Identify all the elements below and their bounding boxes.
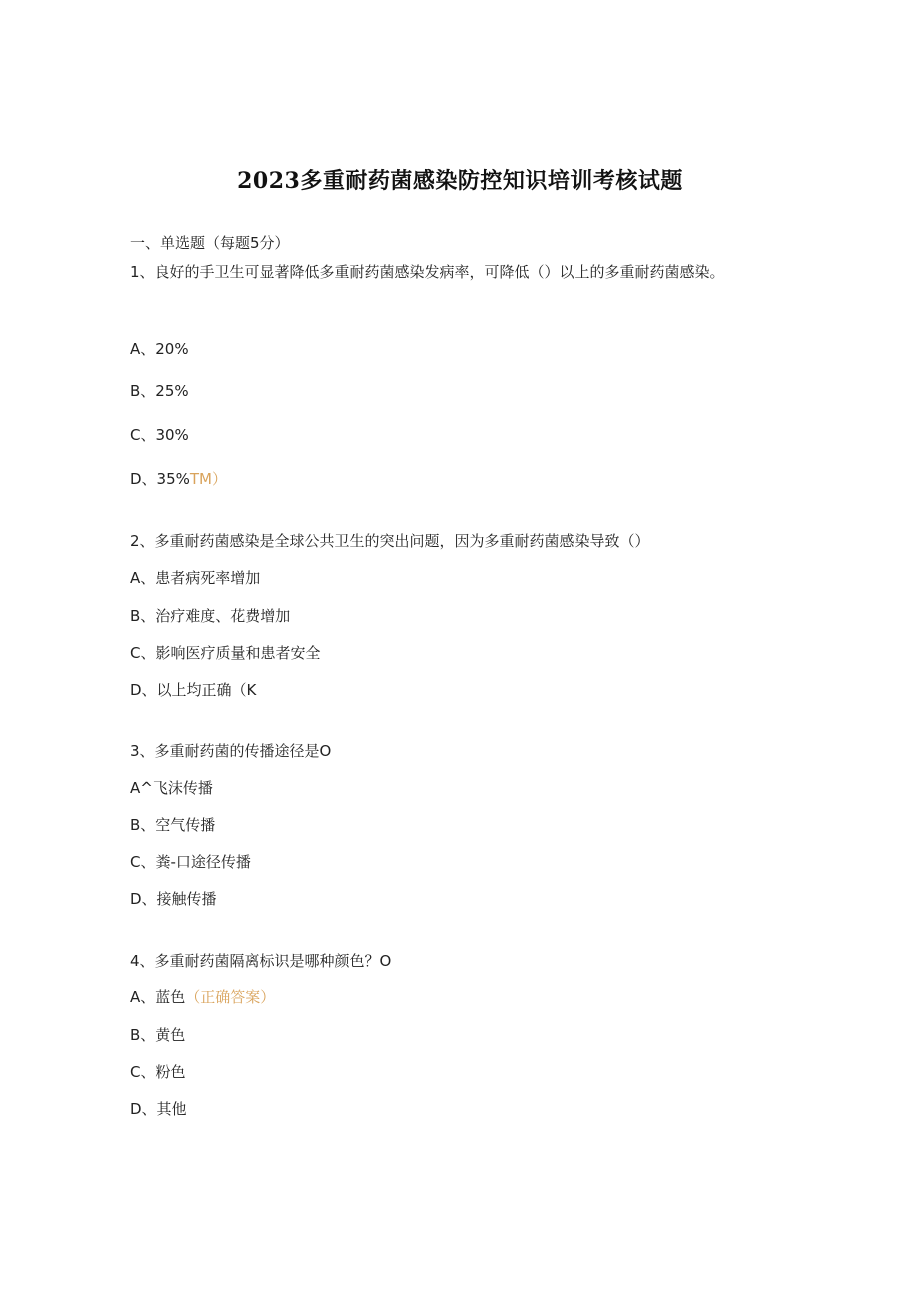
question-2-option-b: B、治疗难度、花费增加 (130, 607, 291, 625)
question-4-option-a (130, 987, 275, 1007)
question-3-option-b: B、空气传播 (130, 816, 216, 834)
question-3-option-a: A^飞沫传播 (130, 779, 213, 797)
question-1-option-d-text: D、35% (130, 470, 190, 488)
question-4-option-b: B、黄色 (130, 1026, 186, 1044)
question-1-stem: 1、良好的手卫生可显著降低多重耐药菌感染发病率，可降低（）以上的多重耐药菌感染。 (130, 263, 725, 281)
question-2-option-d: D、以上均正确（K (130, 681, 257, 699)
question-2-option-a: A、患者病死率增加 (130, 569, 261, 587)
question-1-option-c: C、30% (130, 426, 189, 444)
question-1-option-d (130, 469, 227, 489)
question-1-option-a: A、20% (130, 340, 189, 358)
section-heading: 一、单选题（每题5分） (130, 234, 290, 252)
question-3-option-c: C、粪-口途径传播 (130, 853, 251, 871)
question-4-option-d: D、其他 (130, 1100, 187, 1118)
question-1-option-b: B、25% (130, 382, 189, 400)
page-title: 2023多重耐药菌感染防控知识培训考核试题 (237, 168, 683, 194)
question-4-option-c: C、粉色 (130, 1063, 186, 1081)
question-4-answer-mark: （正确答案） (185, 988, 276, 1006)
question-2-stem: 2、多重耐药菌感染是全球公共卫生的突出问题，因为多重耐药菌感染导致（） (130, 532, 650, 550)
question-2-option-c: C、影响医疗质量和患者安全 (130, 644, 321, 662)
question-3-option-d: D、接触传播 (130, 890, 217, 908)
question-3-stem: 3、多重耐药菌的传播途径是O (130, 742, 332, 760)
question-4-option-a-text: A、蓝色 (130, 988, 186, 1006)
question-1-answer-mark: TM） (189, 470, 227, 488)
question-4-stem: 4、多重耐药菌隔离标识是哪种颜色？O (130, 952, 392, 970)
